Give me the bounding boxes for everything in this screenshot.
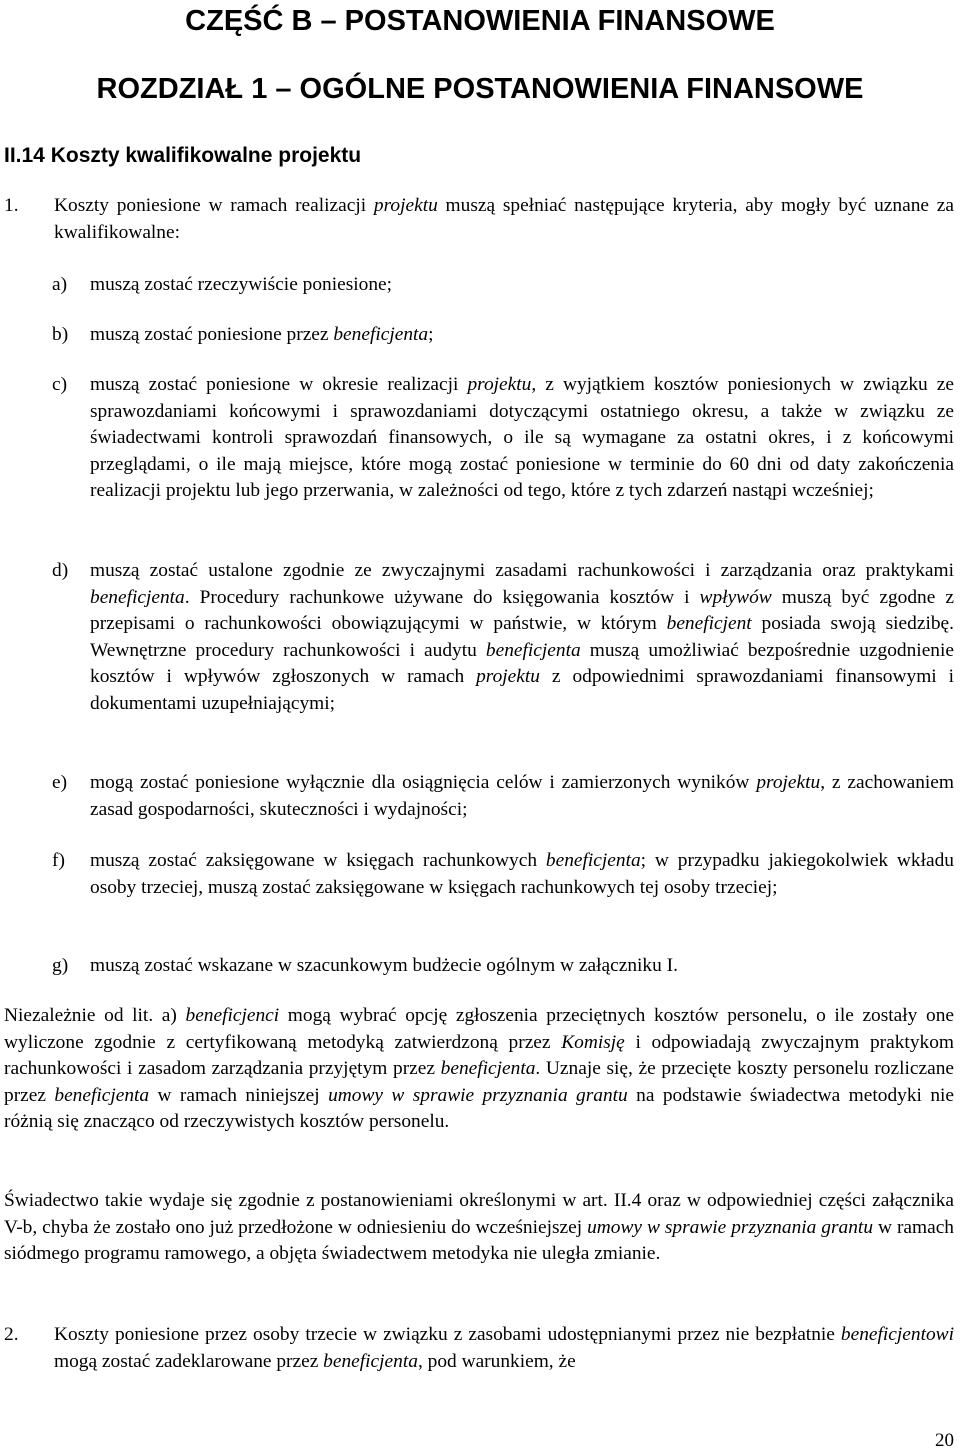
paragraph-certificate: Świadectwo takie wydaje się zgodnie z postanowieniami określonymi w art. II.4 oraz w odpowiedniej części załącznika V-b, chyba że zostało ono już przedłożone w odniesieniu do wcześniejszej umowy w sprawie przyznania grantu w ramach siódmego programu ramowego, a objęta świadectwem metodyka nie uległa zmianie. [4,1190,955,1264]
page-number: 20 [935,1430,954,1451]
point-2 [4,1322,954,1375]
point-number: 1. [4,195,19,216]
item-label: e) [52,772,68,793]
point-number: 2. [4,1324,19,1345]
point-text: Koszty poniesione przez osoby trzecie w związku z zasobami udostępnianymi przez nie bezpłatnie beneficjentowi mogą zostać zadeklarowane przez beneficjenta, pod warunkiem, że [54,1324,954,1372]
part-title: CZĘŚĆ B – POSTANOWIENIA FINANSOWE [185,5,775,37]
item-label: f) [52,850,65,871]
item-label: c) [52,374,68,395]
list-item-d: d) muszą zostać ustalone zgodnie ze zwyczajnymi zasadami rachunkowości i zarządzania oraz praktykami beneficjenta. Procedury rachunkowe używane do księgowania kosztów i wpływów muszą być zgodne z przepisami o rachunkowości obowiązującymi w państwie, w którym beneficjent posiada swoją siedzibę. Wewnętrzne procedury rachunkowości i audytu beneficjenta muszą umożliwiać bezpośrednie uzgodnienie kosztów i wpływów zgłoszonych w ramach projektu z odpowiednimi sprawozdaniami finansowymi i dokumentami uzupełniającymi; [52,560,954,714]
point-1 [4,193,954,246]
chapter-title: ROZDZIAŁ 1 – OGÓLNE POSTANOWIENIA FINANSOWE [96,73,864,105]
list-item-g: g) muszą zostać wskazane w szacunkowym budżecie ogólnym w załączniku I. [90,953,954,980]
list-item-f: f) muszą zostać zaksięgowane w księgach rachunkowych beneficjenta; w przypadku jakiegokolwiek wkładu osoby trzeciej, muszą zostać zaksięgowane w księgach rachunkowych tej osoby trzeciej; [52,850,954,898]
item-label: a) [52,274,68,295]
list-item-e: e) mogą zostać poniesione wyłącznie dla osiągnięcia celów i zamierzonych wyników projektu, z zachowaniem zasad gospodarności, skuteczności i wydajności; [52,772,954,820]
item-label: d) [52,560,69,581]
list-item-a: a) muszą zostać rzeczywiście poniesione; [90,272,954,299]
point-text: Koszty poniesione w ramach realizacji projektu muszą spełniać następujące kryteria, aby mogły być uznane za kwalifikowalne: [54,195,954,243]
item-label: b) [52,324,69,345]
list-item-b: b) muszą zostać poniesione przez beneficjenta; [90,322,954,349]
section-heading: II.14 Koszty kwalifikowalne projektu [4,144,362,167]
list-item-c: c) muszą zostać poniesione w okresie realizacji projektu, z wyjątkiem kosztów poniesionych w związku ze sprawozdaniami końcowymi i sprawozdaniami dotyczącymi ostatniego okresu, a także w związku ze świadectwami kontroli sprawozdań finansowych, o ile są wymagane za ostatni okres, i z końcowymi przeglądami, o ile mają miejsce, które mogą zostać poniesione w terminie do 60 dni od daty zakończenia realizacji projektu lub jego przerwania, w zależności od tego, które z tych zdarzeń nastąpi wcześniej; [52,374,954,501]
paragraph-average-costs: Niezależnie od lit. a) beneficjenci mogą wybrać opcję zgłoszenia przeciętnych kosztów personelu, o ile zostały one wyliczone zgodnie z certyfikowaną metodyką zatwierdzoną przez Komisję i odpowiadają zwyczajnym praktykom rachunkowości i zasadom zarządzania przyjętym przez beneficjenta. Uznaje się, że przecięte koszty personelu rozliczane przez beneficjenta w ramach niniejszej umowy w sprawie przyznania grantu na podstawie świadectwa metodyki nie różnią się znacząco od rzeczywistych kosztów personelu. [4,1005,955,1132]
item-label: g) [52,955,69,976]
